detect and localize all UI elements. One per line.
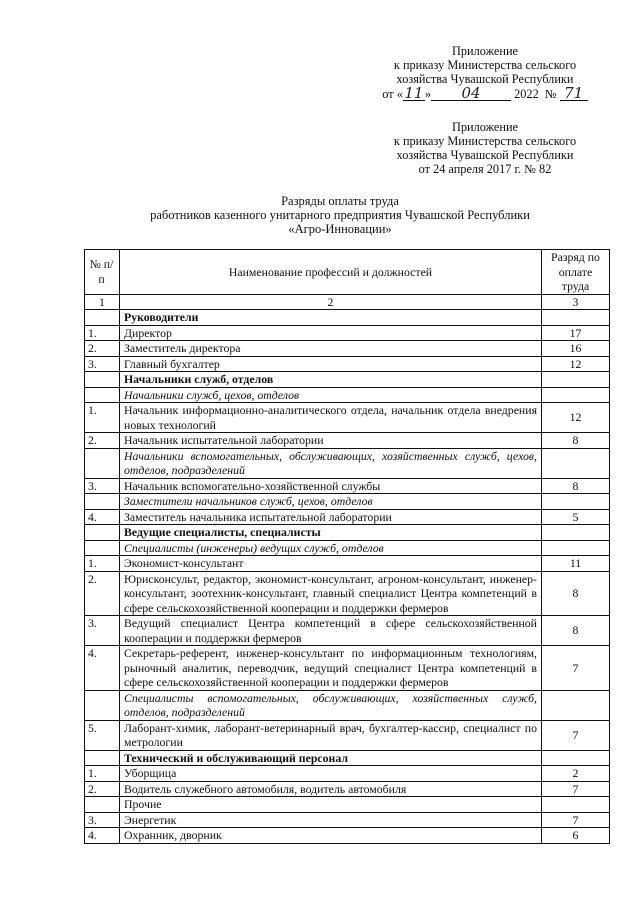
pay-grade (542, 797, 610, 813)
table-row (85, 356, 610, 372)
appendix-line: к приказу Министерства сельского (393, 134, 577, 148)
category-row (85, 310, 610, 326)
table-row (85, 781, 610, 797)
appendix-line: хозяйства Чувашской Республики (396, 148, 574, 162)
subcategory-row (85, 448, 610, 478)
position-name: Руководители (120, 310, 542, 326)
row-number: 4. (85, 646, 120, 691)
column-number-row (85, 294, 610, 310)
table-row (85, 478, 610, 494)
subcategory-row (85, 387, 610, 403)
table-row (85, 766, 610, 782)
table-header-row (85, 250, 610, 295)
table-row (85, 341, 610, 357)
pay-grade: 17 (542, 325, 610, 341)
position-name: Специалисты (инженеры) ведущих служб, отделов (120, 540, 542, 556)
pay-grade: 7 (542, 781, 610, 797)
table-row (85, 403, 610, 433)
position-name: Заместитель директора (120, 341, 542, 357)
pay-grade: 11 (542, 556, 610, 572)
pay-grade-table (84, 249, 610, 844)
table-row (85, 812, 610, 828)
row-number (85, 372, 120, 388)
appendix-line: к приказу Министерства сельского (393, 58, 577, 72)
pay-grade: 12 (542, 403, 610, 433)
pay-grade (542, 372, 610, 388)
row-number (85, 387, 120, 403)
position-name: Секретарь-референт, инженер-консультант по информационным технологиям, рыночный аналитик, переводчик, ведущий специалист Центра компетенций в сфере сельскохозяйственной кооперации и поддержки фермеров (120, 646, 542, 691)
handwritten-month: 04 (431, 87, 511, 101)
row-number: 2. (85, 341, 120, 357)
position-name: Прочие (120, 797, 542, 813)
row-number (85, 750, 120, 766)
row-number (85, 797, 120, 813)
row-number: 3. (85, 616, 120, 646)
row-number: 2. (85, 571, 120, 616)
column-number: 2 (120, 294, 542, 310)
position-name: Начальник информационно-аналитического отдела, начальник отдела внедрения новых технологий (120, 403, 542, 433)
position-name: Экономист-консультант (120, 556, 542, 572)
position-name: Заместители начальников служб, цехов, отделов (120, 494, 542, 510)
subcategory-row (85, 690, 610, 720)
pay-grade (542, 494, 610, 510)
row-number: 1. (85, 766, 120, 782)
position-name: Специалисты вспомогательных, обслуживающих, хозяйственных служб, отделов, подразделений (120, 690, 542, 720)
category-row (85, 525, 610, 541)
document-title-line: работников казенного унитарного предприятия Чувашской Республики (150, 208, 530, 222)
pay-grade: 2 (542, 766, 610, 782)
number-prefix: № (544, 87, 557, 101)
table-row (85, 797, 610, 813)
header-num: № п/п (85, 250, 120, 295)
row-number: 2. (85, 433, 120, 449)
document-title-line: «Агро-Инновации» (288, 222, 392, 236)
table-row (85, 509, 610, 525)
pay-grade: 5 (542, 509, 610, 525)
position-name: Директор (120, 325, 542, 341)
pay-grade (542, 310, 610, 326)
pay-grade: 8 (542, 433, 610, 449)
appendix-title: Приложение (452, 120, 518, 134)
header-name: Наименование профессий и должностей (120, 250, 542, 295)
row-number: 4. (85, 828, 120, 844)
row-number (85, 494, 120, 510)
position-name: Главный бухгалтер (120, 356, 542, 372)
table-row (85, 571, 610, 616)
position-name: Охранник, дворник (120, 828, 542, 844)
row-number (85, 310, 120, 326)
table-row (85, 720, 610, 750)
position-name: Начальник вспомогательно-хозяйственной службы (120, 478, 542, 494)
position-name: Ведущие специалисты, специалисты (120, 525, 542, 541)
position-name: Водитель служебного автомобиля, водитель автомобиля (120, 781, 542, 797)
column-number: 3 (542, 294, 610, 310)
row-number: 2. (85, 781, 120, 797)
position-name: Энергетик (120, 812, 542, 828)
position-name: Уборщица (120, 766, 542, 782)
row-number (85, 525, 120, 541)
position-name: Заместитель начальника испытательной лаборатории (120, 509, 542, 525)
pay-grade: 8 (542, 571, 610, 616)
position-name: Технический и обслуживающий персонал (120, 750, 542, 766)
appendix-header-original (360, 120, 610, 176)
document-title (80, 194, 600, 236)
pay-grade (542, 448, 610, 478)
table-row (85, 828, 610, 844)
date-prefix: от « (382, 87, 403, 101)
category-row (85, 750, 610, 766)
date-mid: » (424, 87, 432, 101)
pay-grade: 7 (542, 646, 610, 691)
position-name: Лаборант-химик, лаборант-ветеринарный врач, бухгалтер-кассир, специалист по метрологии (120, 720, 542, 750)
position-name: Начальник испытательной лаборатории (120, 433, 542, 449)
category-row (85, 372, 610, 388)
subcategory-row (85, 540, 610, 556)
pay-grade (542, 525, 610, 541)
pay-grade (542, 750, 610, 766)
pay-grade: 16 (542, 341, 610, 357)
header-grade: Разряд по оплате труда (542, 250, 610, 295)
appendix-line: от 24 апреля 2017 г. № 82 (418, 162, 552, 176)
pay-grade (542, 690, 610, 720)
row-number (85, 540, 120, 556)
appendix-header-current (360, 44, 610, 101)
appendix-title: Приложение (452, 44, 518, 58)
pay-grade: 12 (542, 356, 610, 372)
pay-grade: 6 (542, 828, 610, 844)
position-name: Начальники служб, отделов (120, 372, 542, 388)
row-number: 5. (85, 720, 120, 750)
appendix-line: хозяйства Чувашской Республики (396, 72, 574, 86)
pay-grade: 8 (542, 478, 610, 494)
position-name: Начальники служб, цехов, отделов (120, 387, 542, 403)
pay-grade: 7 (542, 812, 610, 828)
pay-grade: 8 (542, 616, 610, 646)
table-row (85, 556, 610, 572)
order-year: 2022 (514, 87, 539, 101)
row-number: 3. (85, 356, 120, 372)
pay-grade (542, 387, 610, 403)
row-number: 4. (85, 509, 120, 525)
row-number (85, 690, 120, 720)
pay-grade (542, 540, 610, 556)
position-name: Начальники вспомогательных, обслуживающих, хозяйственных служб, цехов, отделов, подразделений (120, 448, 542, 478)
handwritten-day: 11 (404, 84, 424, 102)
row-number: 1. (85, 325, 120, 341)
row-number: 3. (85, 478, 120, 494)
table-row (85, 433, 610, 449)
position-name: Юрисконсульт, редактор, экономист-консультант, агроном-консультант, инженер-консультант, зоотехник-консультант, главный специалист Центра компетенций в сфере сельскохозяйственной кооперации и поддержки фермеров (120, 571, 542, 616)
table-row (85, 646, 610, 691)
column-number: 1 (85, 294, 120, 310)
document-title-line: Разряды оплаты труда (281, 194, 399, 208)
subcategory-row (85, 494, 610, 510)
row-number: 1. (85, 556, 120, 572)
position-name: Ведущий специалист Центра компетенций в сфере сельскохозяйственной кооперации и поддержки фермеров (120, 616, 542, 646)
row-number (85, 448, 120, 478)
table-row (85, 325, 610, 341)
pay-grade: 7 (542, 720, 610, 750)
order-date-line (360, 84, 610, 102)
table-row (85, 616, 610, 646)
handwritten-number: 71 (560, 87, 588, 101)
row-number: 3. (85, 812, 120, 828)
row-number: 1. (85, 403, 120, 433)
